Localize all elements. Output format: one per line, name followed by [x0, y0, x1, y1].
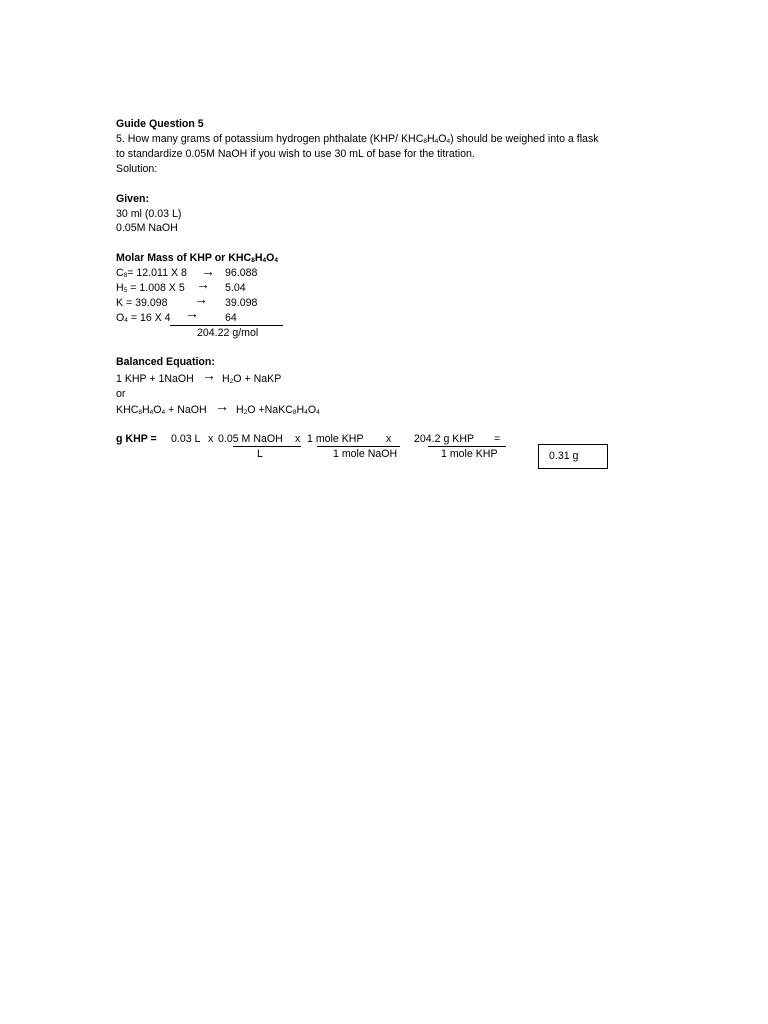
arrow-icon: → — [185, 305, 199, 321]
molar-mass-row-hydrogen: $H_5 = 1.008$ X 5 — [116, 282, 185, 294]
arrow-icon: → — [196, 276, 210, 292]
given-volume: 30 ml (0.03 L) — [116, 208, 182, 220]
arrow-icon: → — [202, 367, 216, 383]
calc-denominator-3: 1 mole KHP — [441, 448, 498, 460]
solution-label: Solution: — [116, 163, 158, 175]
equation-2-left: $KHC_8H_4O_4$ + NaOH — [116, 404, 207, 416]
molar-mass-row-carbon: $C_8= 12.011$ X 8 — [116, 267, 187, 279]
calc-numerator-2: 1 mole KHP — [307, 433, 364, 445]
page-title: Guide Question 5 — [116, 118, 204, 130]
arrow-icon: → — [201, 263, 215, 279]
balanced-equation-heading: Balanced Equation: — [116, 356, 215, 368]
equation-2-right: $H_2O$ $+NaKC_8H_4O_4$ — [236, 404, 320, 416]
molar-mass-value-potassium: 39.098 — [225, 297, 258, 309]
calc-denominator-2: 1 mole NaOH — [333, 448, 398, 460]
answer-value: 0.31 g — [549, 450, 579, 462]
or-text: or — [116, 388, 126, 400]
calc-times-3: x — [386, 433, 392, 445]
molar-mass-row-oxygen: $O_4 = 16$ X 4 — [116, 312, 171, 324]
molar-mass-value-oxygen: 64 — [225, 312, 237, 324]
calc-times-2: x — [295, 433, 301, 445]
equation-1-right: $H_2O$ + NaKP — [222, 373, 282, 385]
question-line-1: 5. How many grams of potassium hydrogen phthalate (KHP/ $KHC_8H_4O_4$) should be weighed into a flask — [116, 133, 599, 145]
fraction-bar — [233, 446, 301, 447]
given-heading: Given: — [116, 193, 149, 205]
calc-volume: 0.03 L — [171, 433, 201, 445]
calc-equals: = — [494, 433, 501, 445]
arrow-icon: → — [215, 398, 229, 414]
calc-times-1: x — [208, 433, 214, 445]
molar-mass-row-potassium: K = 39.098 — [116, 297, 168, 309]
molar-mass-value-hydrogen: 5.04 — [225, 282, 246, 294]
question-line-2: to standardize 0.05M NaOH if you wish to use 30 mL of base for the titration. — [116, 148, 475, 160]
arrow-icon: → — [194, 291, 208, 307]
calc-numerator-1: 0.05 M NaOH — [218, 433, 283, 445]
calc-numerator-3: 204.2 g KHP — [414, 433, 475, 445]
given-molarity: 0.05M NaOH — [116, 222, 178, 234]
molar-mass-total: 204.22 g/mol — [197, 327, 259, 339]
equation-1-left: 1 KHP + 1NaOH — [116, 373, 194, 385]
molar-mass-value-carbon: 96.088 — [225, 267, 258, 279]
calc-denominator-1: L — [257, 448, 263, 460]
molar-mass-heading: Molar Mass of KHP or $KHC_8H_4O_4$ — [116, 252, 278, 264]
calc-label: g KHP = — [116, 433, 157, 445]
